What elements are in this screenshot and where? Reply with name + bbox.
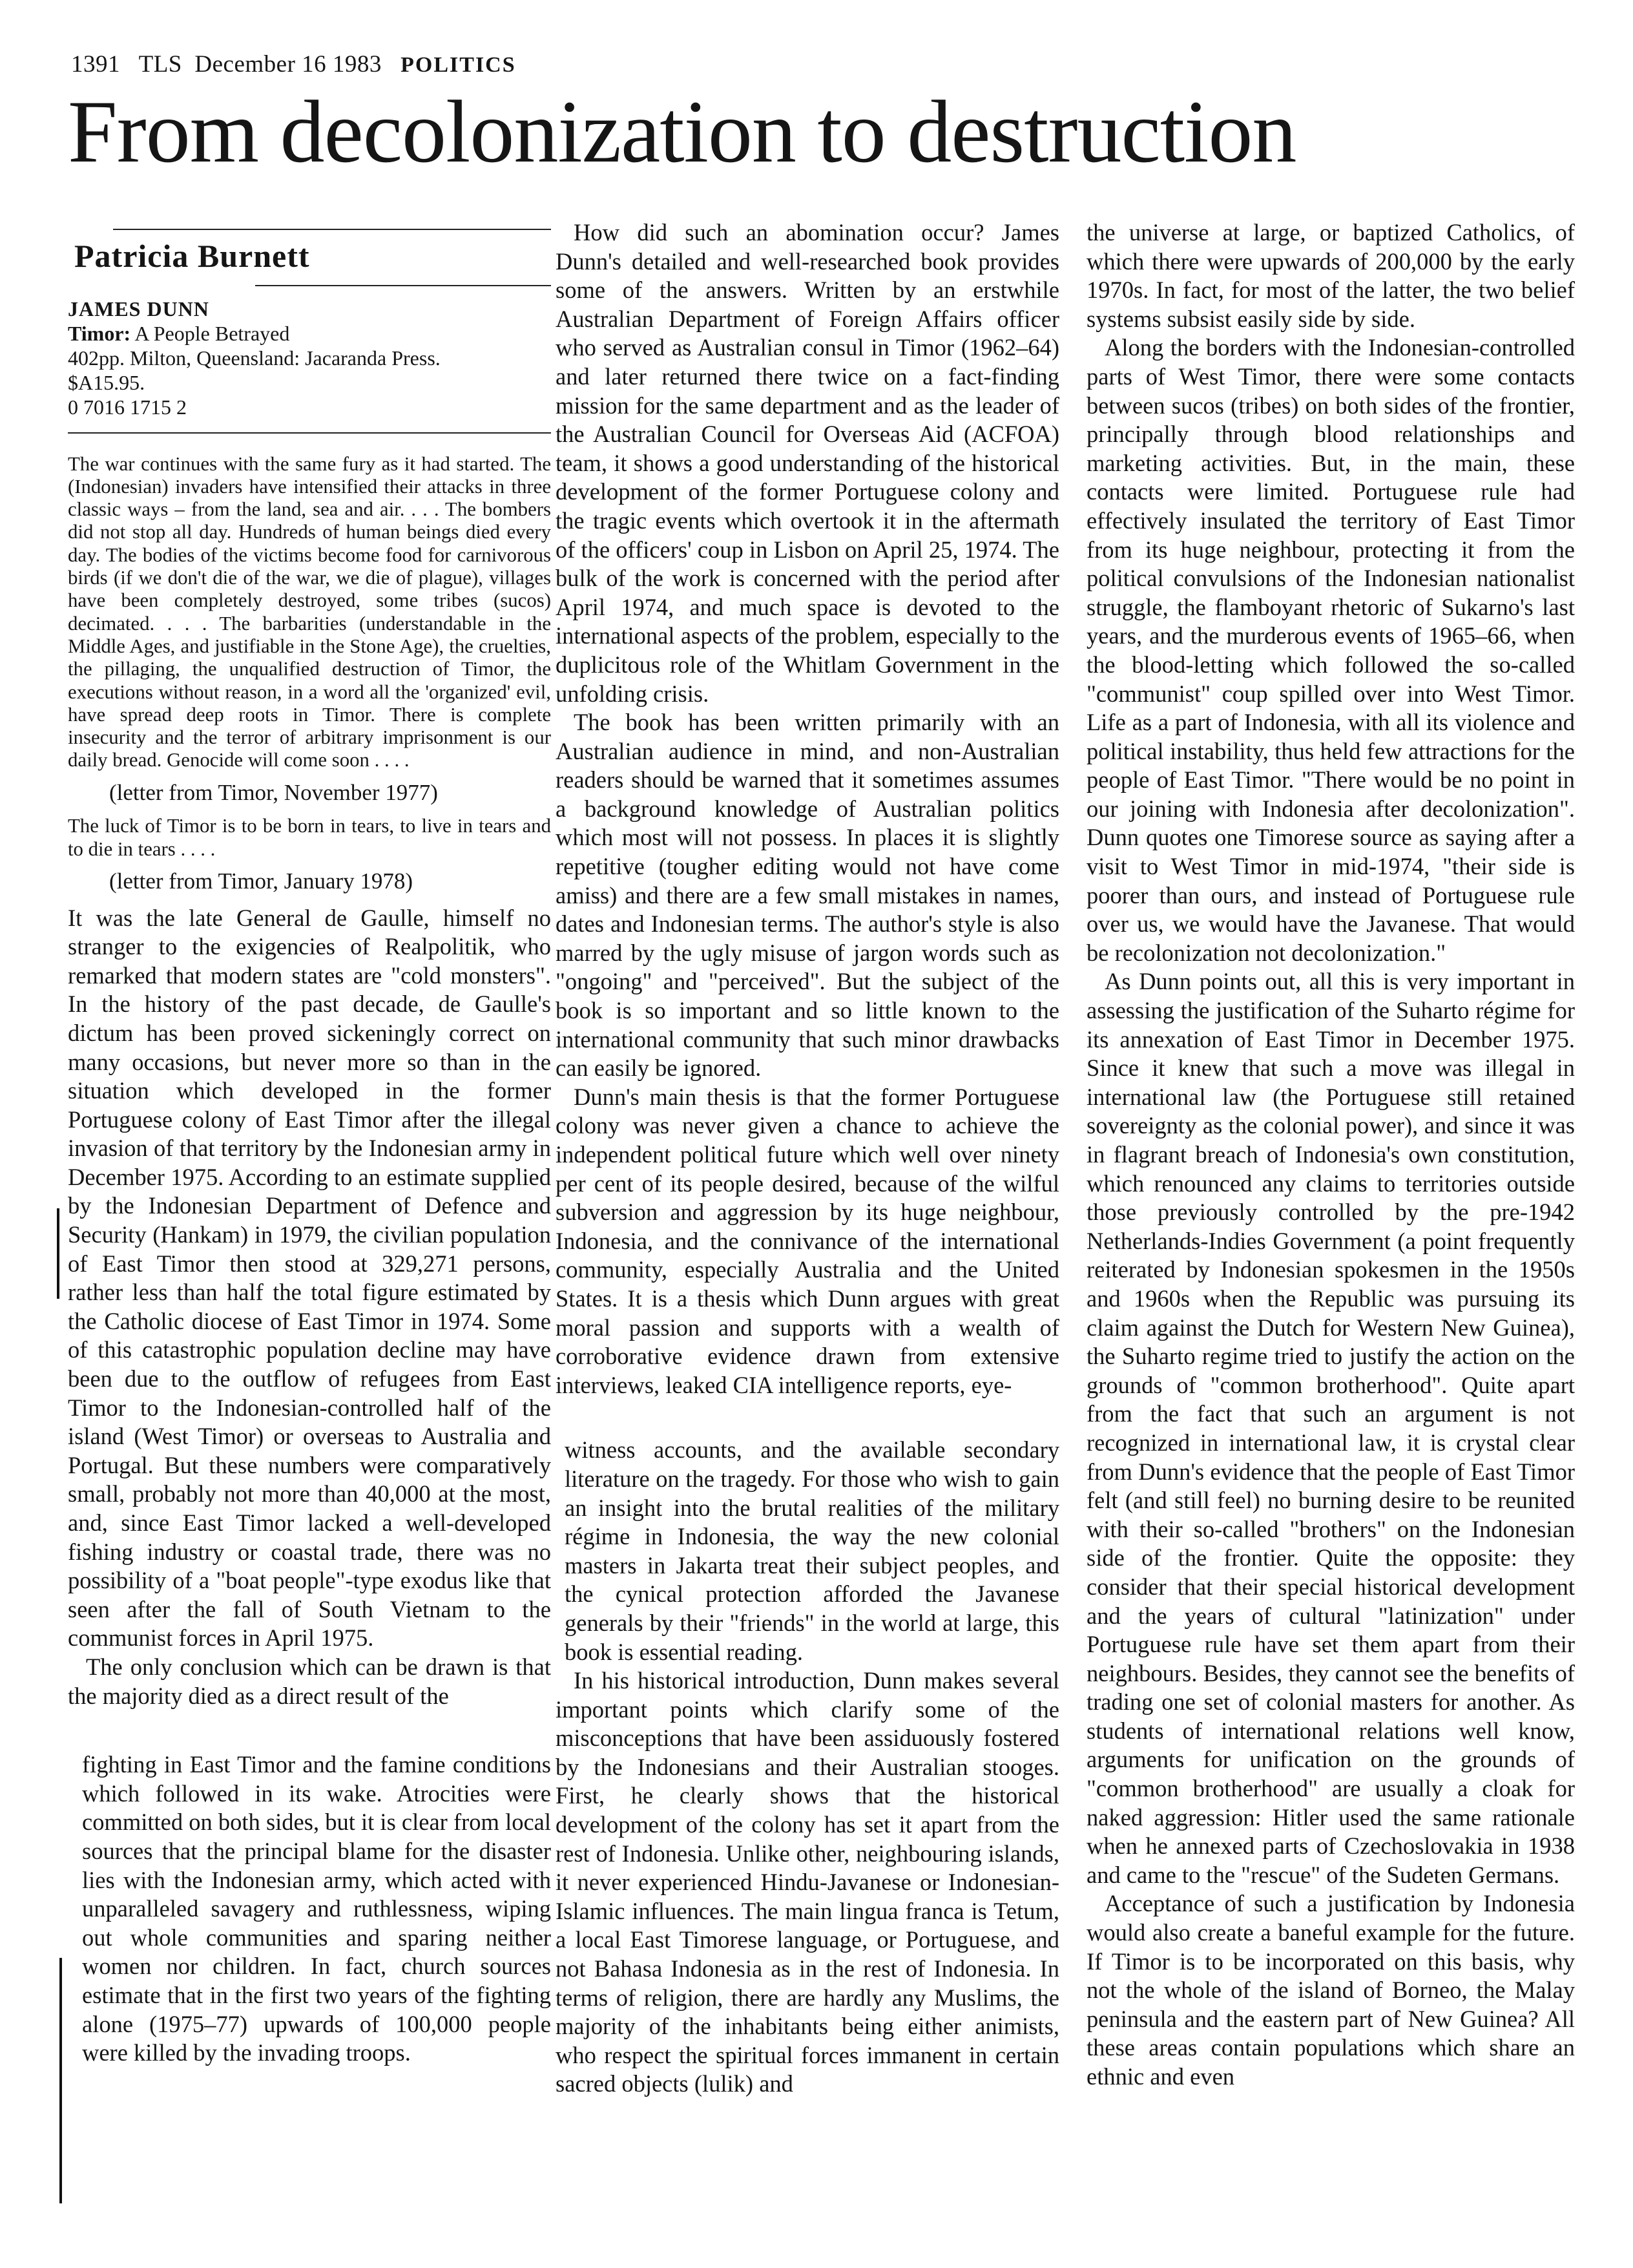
margin-mark (59, 1958, 62, 2203)
book-author: JAMES DUNN (68, 297, 209, 320)
body-paragraph: In his historical introduction, Dunn makes several important points which clarify some of the misconceptions that have been assiduously fostered by the Indonesians and their Australian stooges. First, he clearly shows that the historical development of the colony has set it apart from the rest of Indonesia. Unlike other, neighbouring islands, it never experienced Hindu-Javanese or Indonesian-Islamic influences. The main lingua franca is Tetum, a local East Timorese language, or Portuguese, and not Bahasa Indonesia as in the rest of Indonesia. In terms of religion, there are hardly any Muslims, the majority of the inhabitants being either animists, who respect the spiritual forces immanent in certain sacred objects (lulik) and (556, 1667, 1059, 2097)
column-3 (1087, 218, 1575, 2092)
headline: From decolonization to destruction (68, 82, 1296, 181)
book-details (68, 297, 551, 419)
column-gap (556, 1400, 1059, 1436)
issue-date: December 16 1983 (194, 51, 382, 78)
body-paragraph: It was the late General de Gaulle, himself no stranger to the exigencies of Realpolitik, who remarked that modern states are "cold monsters". In the history of the past decade, de Gaulle's dictum has been proved sickeningly correct on many occasions, but never more so than in the situation which developed in the former Portuguese colony of East Timor after the illegal invasion of that territory by the Indonesian army in December 1975. According to an estimate supplied by the Indonesian Department of Defence and Security (Hankam) in 1979, the civilian population of East Timor then stood at 329,271 persons, rather less than half the total figure estimated by the Catholic diocese of East Timor in 1974. Some of this catastrophic population decline may have been due to the outflow of refugees from East Timor to the Indonesian-controlled half of the island (West Timor) or overseas to Australia and Portugal. But these numbers were comparatively small, probably not more than 40,000 at the most, and, since East Timor lacked a well-developed fishing industry or coastal trade, there was no possibility of a "boat people"-type exodus like that seen after the fall of South Vietnam to the communist forces in April 1975. (68, 904, 551, 1652)
body-paragraph: the universe at large, or baptized Catholics, of which there were upwards of 200,000 by the early 1970s. In fact, for most of the latter, the two belief systems subsist easily side by side. (1087, 219, 1575, 332)
epigraph-text: The war continues with the same fury as it had started. The (Indonesian) invaders have intensified their attacks in three classic ways – from the land, sea and air. . . . The bombers did not stop all day. Hundreds of human beings died every day. The bodies of the victims become food for carnivorous birds (if we don't die of the war, we die of plague), villages have been completely destroyed, some tribes (sucos) decimated. . . . The barbarities (understandable in the Middle Ages, and justifiable in the Stone Age), the cruelties, the pillaging, the unqualified destruction of Timor, the executions without reason, in a word all the 'organized' evil, have spread deep roots in Timor. There is complete insecurity and the terror of arbitrary imprisonment is our daily bread. Genocide will come soon . . . . (68, 452, 551, 772)
book-subtitle: A People Betrayed (134, 321, 290, 345)
body-paragraph: How did such an abomination occur? James Dunn's detailed and well-researched book provides some of the answers. Written by an erstwhile Australian Department of Foreign Affairs officer who served as Australian consul in Timor (1962–64) and later returned there twice on a fact-finding mission for the same department and as the leader of the Australian Council for Overseas Aid (ACFOA) team, it shows a good understanding of the historical development of the former Portuguese colony and the tragic events which overtook it in the aftermath of the officers' coup in Lisbon on April 25, 1974. The bulk of the work is concerned with the period after April 1974, and much space is devoted to the international aspects of the problem, especially to the duplicitous role of the Whitlam Government in the unfolding crisis. (556, 219, 1059, 707)
body-paragraph: The only conclusion which can be drawn is that the majority died as a direct result of the (68, 1653, 551, 1709)
body-paragraph: Acceptance of such a justification by Indonesia would also create a baneful example for the future. If Timor is to be incorporated on this basis, why not the whole of the island of Borneo, the Malay peninsula and the eastern part of New Guinea? All these areas contain populations which share an ethnic and even (1087, 1890, 1575, 2090)
body-paragraph: Along the borders with the Indonesian-controlled parts of West Timor, there were some contacts between sucos (tribes) on both sides of the frontier, principally through blood relationships and marketing activities. But, in the main, these contacts were limited. Portuguese rule had effectively insulated the territory of East Timor from its huge neighbour, protecting it from the political convulsions of the Indonesian nationalist struggle, the flamboyant rhetoric of Sukarno's last years, and the murderous events of 1965–66, when the blood-letting which followed the so-called "communist" coup spilled over into West Timor. Life as a part of Indonesia, with all its violence and political instability, thus held few attractions for the people of East Timor. "There would be no point in our joining with Indonesia after decolonization". Dunn quotes one Timorese source as saying after a visit to West Timor in mid-1974, "their side is poorer than ours, and instead of Portuguese rule over us, we would have the Javanese. That would be recolonization not decolonization." (1087, 334, 1575, 966)
body-paragraph: witness accounts, and the available secondary literature on the tragedy. For those who wish to gain an insight into the brutal realities of the military régime in Indonesia, the way the new colonial masters in Jakarta treat their subject peoples, and the cynical protection afforded the Javanese generals by their "friends" in the world at large, this book is essential reading. (565, 1436, 1059, 1665)
divider (113, 229, 551, 230)
epigraph (68, 453, 551, 772)
epigraph-source: (letter from Timor, January 1978) (109, 868, 413, 894)
book-price: $A15.95. (68, 370, 145, 394)
book-isbn: 0 7016 1715 2 (68, 395, 187, 419)
body-paragraph: As Dunn points out, all this is very important in assessing the justification of the Suharto régime for its annexation of East Timor in December 1975. Since it knew that such a move was illegal in international law (the Portuguese still retained sovereignty as the colonial power), and since it was in flagrant breach of Indonesia's own constitution, which renounced any claims to territories outside those previously controlled by the pre-1942 Netherlands-Indies Government (a point frequently reiterated by Indonesian spokesmen in the 1950s and 1960s when the Republic was pursuing its claim against the Dutch for Western New Guinea), the Suharto regime tried to justify the action on the grounds of "common brotherhood". Quite apart from the fact that such an argument is not recognized in international law, it is crystal clear from Dunn's evidence that the people of East Timor felt (and still feel) no burning desire to be reunited with their so-called "brothers" on the Indonesian side of the frontier. Quite the opposite: they consider that their special historical development and the years of cultural "latinization" under Portuguese rule have set them apart from their neighbours. Besides, they cannot see the benefits of trading one set of colonial masters for another. As students of international relations well know, arguments for unification on the grounds of "common brotherhood" are usually a cloak for naked aggression: Hitler used the same rationale when he annexed parts of Czechoslovakia in 1938 and came to the "rescue" of the Sudeten Germans. (1087, 968, 1575, 1888)
body-paragraph: fighting in East Timor and the famine conditions which followed in its wake. Atrocities were committed on both sides, but it is clear from local sources that the principal blame for the disaster lies with the Indonesian army, which acted with unparalleled savagery and ruthlessness, wiping out whole communities and sparing neither women nor children. In fact, church sources estimate that in the first two years of the fighting alone (1975–77) upwards of 100,000 people were killed by the invading troops. (82, 1751, 551, 2066)
book-title: Timor: (68, 321, 131, 345)
epigraph-source: (letter from Timor, November 1977) (109, 779, 438, 805)
column-1 (68, 229, 551, 2068)
body-paragraph: The book has been written primarily with an Australian audience in mind, and non-Australian readers should be warned that it sometimes assumes a background knowledge of Australian politics which most will not possess. In places it is slightly repetitive (tougher editing would not have come amiss) and there are a few small mistakes in names, dates and Indonesian terms. The author's style is also marred by the ugly misuse of jargon words such as "ongoing" and "perceived". But the subject of the book is so important and so little known to the international community that such minor drawbacks can easily be ignored. (556, 709, 1059, 1082)
column-gap (68, 1710, 551, 1750)
epigraph (68, 815, 551, 861)
book-publisher: 402pp. Milton, Queensland: Jacaranda Press. (68, 346, 441, 370)
divider (255, 285, 551, 286)
epigraph-text: The luck of Timor is to be born in tears, to live in tears and to die in tears . . . . (68, 815, 551, 860)
page-number: 1391 (71, 51, 120, 78)
margin-mark (57, 1208, 59, 1299)
column-2 (556, 218, 1059, 2099)
byline: Patricia Burnett (74, 238, 310, 274)
divider (68, 432, 551, 434)
running-head (71, 50, 516, 78)
publication-name: TLS (138, 51, 182, 78)
body-paragraph: Dunn's main thesis is that the former Portuguese colony was never given a chance to achieve the independent political future which well over ninety per cent of its people desired, because of the wilful subversion and aggression by its huge neighbour, Indonesia, and the connivance of the international community, especially Australia and the United States. It is a thesis which Dunn argues with great moral passion and supports with a wealth of corroborative evidence drawn from extensive interviews, leaked CIA intelligence reports, eye- (556, 1083, 1059, 1398)
section-label: POLITICS (400, 53, 516, 77)
